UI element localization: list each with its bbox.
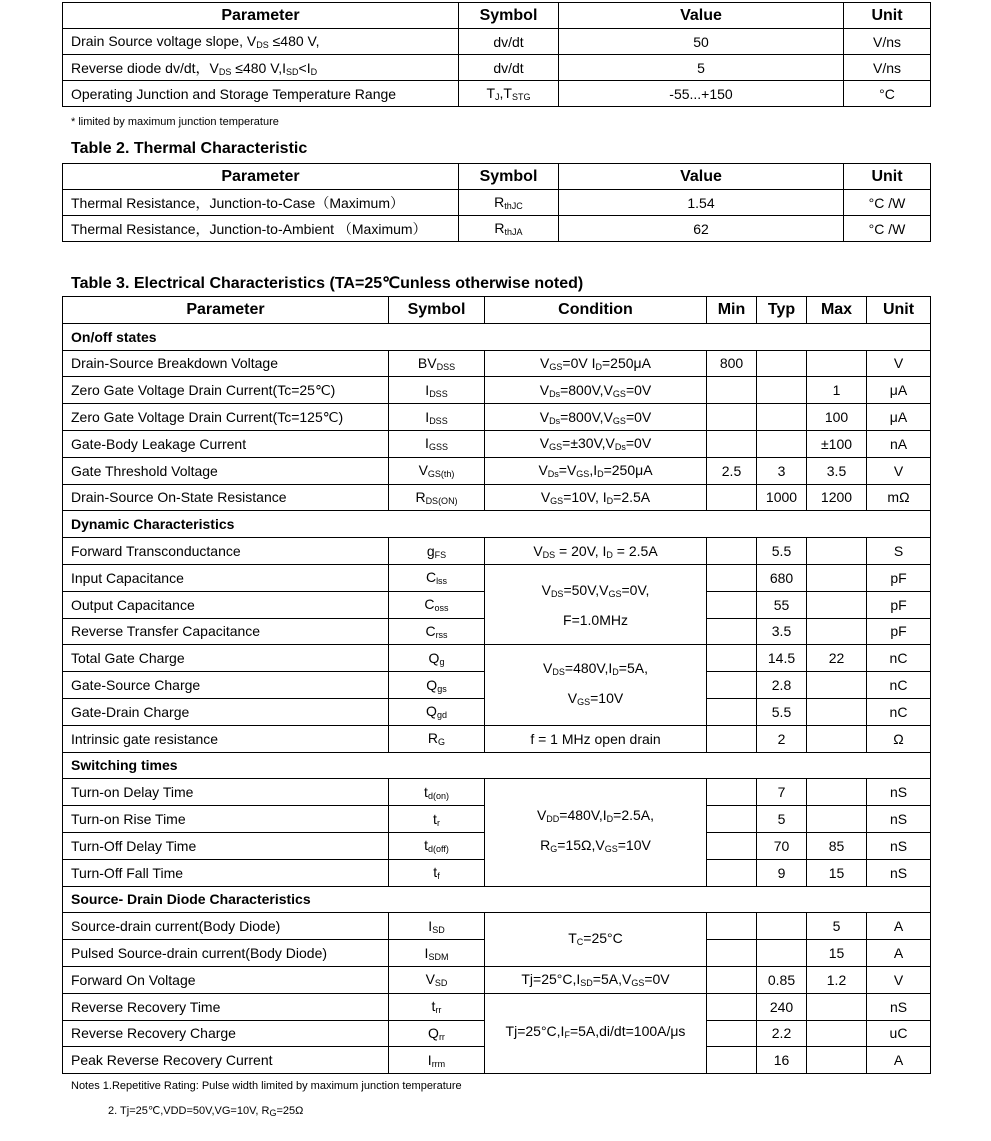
parameter-cell: Output Capacitance (63, 591, 389, 618)
unit-cell: pF (867, 564, 931, 591)
typ-cell: 70 (757, 832, 807, 859)
parameter-cell: Reverse diode dv/dt，$V_{DS} \le 480$ $V,I_{SD}<I_D$ (63, 55, 459, 81)
table-row (63, 779, 931, 806)
symbol-cell: $I_{SDM}$ (389, 940, 485, 967)
table-row (63, 190, 931, 216)
condition-cell: $V_{Ds}=800V,V_{GS}=0V$ (485, 404, 707, 431)
unit-cell: pF (867, 618, 931, 645)
value-cell: 5 (559, 55, 844, 81)
symbol-cell: $g_{FS}$ (389, 538, 485, 565)
unit-cell: nC (867, 672, 931, 699)
unit-cell: Ω (867, 725, 931, 752)
typ-cell: 9 (757, 859, 807, 886)
typ-cell: 680 (757, 564, 807, 591)
column-header: Parameter (63, 297, 389, 324)
unit-cell: °C (844, 81, 931, 107)
max-cell (807, 993, 867, 1020)
unit-cell: V (867, 457, 931, 484)
min-cell (707, 591, 757, 618)
parameter-cell: Turn-Off Delay Time (63, 832, 389, 859)
max-cell: 100 (807, 404, 867, 431)
typ-cell (757, 377, 807, 404)
parameter-cell: Peak Reverse Recovery Current (63, 1047, 389, 1074)
max-cell: 1.2 (807, 966, 867, 993)
max-cell (807, 806, 867, 833)
typ-cell: 2.2 (757, 1020, 807, 1047)
section-title: Switching times (63, 752, 931, 779)
max-cell: 3.5 (807, 457, 867, 484)
condition-cell: $V_{DS} = 20V$, $I_D = 2.5A$ (485, 538, 707, 565)
unit-cell: °C /W (844, 216, 931, 242)
unit-cell: A (867, 1047, 931, 1074)
max-cell (807, 779, 867, 806)
typ-cell: 3.5 (757, 618, 807, 645)
symbol-cell: $R_{thJC}$ (459, 190, 559, 216)
min-cell (707, 564, 757, 591)
column-header: Symbol (389, 297, 485, 324)
condition-cell: $V_{DD}=480V,I_D=2.5A$, $R_G=15\Omega,V_{GS}=10V$ (485, 779, 707, 886)
unit-cell: μA (867, 404, 931, 431)
min-cell (707, 859, 757, 886)
column-header: Max (807, 297, 867, 324)
symbol-cell: $R_{DS(ON)}$ (389, 484, 485, 511)
unit-cell: V/ns (844, 29, 931, 55)
parameter-cell: Operating Junction and Storage Temperature Range (63, 81, 459, 107)
value-cell: 1.54 (559, 190, 844, 216)
max-cell (807, 1020, 867, 1047)
parameter-cell: Total Gate Charge (63, 645, 389, 672)
column-header: Unit (867, 297, 931, 324)
typ-cell (757, 350, 807, 377)
typ-cell (757, 404, 807, 431)
condition-cell: f = 1 MHz open drain (485, 725, 707, 752)
symbol-cell: $t_{d(off)}$ (389, 832, 485, 859)
min-cell (707, 1020, 757, 1047)
column-header: Condition (485, 297, 707, 324)
section-row (63, 511, 931, 538)
column-header: Parameter (63, 3, 459, 29)
unit-cell: V (867, 350, 931, 377)
max-cell (807, 591, 867, 618)
symbol-cell: $C_{oss}$ (389, 591, 485, 618)
unit-cell: pF (867, 591, 931, 618)
min-cell (707, 618, 757, 645)
max-cell (807, 350, 867, 377)
table2-title: Table 2. Thermal Characteristic (71, 140, 308, 157)
column-header: Value (559, 164, 844, 190)
condition-cell: $V_{DS}=50V,V_{GS}=0V$, F=1.0MHz (485, 564, 707, 644)
min-cell (707, 1047, 757, 1074)
symbol-cell: $t_{d(on)}$ (389, 779, 485, 806)
max-cell: 22 (807, 645, 867, 672)
parameter-cell: Gate-Source Charge (63, 672, 389, 699)
symbol-cell: $R_{thJA}$ (459, 216, 559, 242)
typ-cell: 55 (757, 591, 807, 618)
unit-cell: nC (867, 698, 931, 725)
typ-cell: 240 (757, 993, 807, 1020)
parameter-cell: Zero Gate Voltage Drain Current(Tc=25℃) (63, 377, 389, 404)
table-row (63, 404, 931, 431)
symbol-cell: $Q_g$ (389, 645, 485, 672)
min-cell (707, 806, 757, 833)
max-cell (807, 698, 867, 725)
max-cell: 5 (807, 913, 867, 940)
min-cell (707, 377, 757, 404)
note-2: 2. Tj=25℃,VDD=50V,VG=10V, $R_G=25\Omega$ (108, 1105, 304, 1118)
parameter-cell: Zero Gate Voltage Drain Current(Tc=125℃) (63, 404, 389, 431)
typ-cell: 5.5 (757, 698, 807, 725)
symbol-cell: $R_G$ (389, 725, 485, 752)
typ-cell: 14.5 (757, 645, 807, 672)
min-cell (707, 645, 757, 672)
table-row (63, 350, 931, 377)
max-cell (807, 538, 867, 565)
parameter-cell: Gate-Body Leakage Current (63, 430, 389, 457)
column-header: Unit (844, 3, 931, 29)
symbol-cell: $C_{rss}$ (389, 618, 485, 645)
table-row (63, 913, 931, 940)
value-cell: 50 (559, 29, 844, 55)
column-header: Parameter (63, 164, 459, 190)
unit-cell: nS (867, 859, 931, 886)
section-title: Dynamic Characteristics (63, 511, 931, 538)
min-cell (707, 698, 757, 725)
table-row (63, 457, 931, 484)
max-cell (807, 725, 867, 752)
typ-cell (757, 940, 807, 967)
unit-cell: A (867, 913, 931, 940)
typ-cell: 2 (757, 725, 807, 752)
min-cell (707, 538, 757, 565)
min-cell (707, 672, 757, 699)
parameter-cell: Forward Transconductance (63, 538, 389, 565)
parameter-cell: Thermal Resistance，Junction-to-Case（Maximum） (63, 190, 459, 216)
table-row (63, 430, 931, 457)
column-header: Value (559, 3, 844, 29)
min-cell: 800 (707, 350, 757, 377)
note-1: Notes 1.Repetitive Rating: Pulse width limited by maximum junction temperature (71, 1080, 462, 1092)
condition-cell: $V_{GS}=10V$, $I_D=2.5A$ (485, 484, 707, 511)
min-cell (707, 779, 757, 806)
min-cell (707, 832, 757, 859)
table-row (63, 966, 931, 993)
electrical-table (62, 296, 931, 1074)
max-cell: 1 (807, 377, 867, 404)
min-cell (707, 725, 757, 752)
max-ratings-table (62, 2, 931, 107)
condition-cell: $V_{GS}=\pm 30V,V_{Ds}=0V$ (485, 430, 707, 457)
symbol-cell: $Q_{gs}$ (389, 672, 485, 699)
unit-cell: S (867, 538, 931, 565)
min-cell: 2.5 (707, 457, 757, 484)
symbol-cell: $t_{rr}$ (389, 993, 485, 1020)
unit-cell: nS (867, 779, 931, 806)
max-cell: ±100 (807, 430, 867, 457)
thermal-header-row (63, 164, 931, 190)
table-row (63, 538, 931, 565)
table-row (63, 564, 931, 591)
column-header: Symbol (459, 164, 559, 190)
typ-cell: 5 (757, 806, 807, 833)
min-cell (707, 940, 757, 967)
symbol-cell: $I_{GSS}$ (389, 430, 485, 457)
section-row (63, 323, 931, 350)
symbol-cell: $I_{DSS}$ (389, 377, 485, 404)
condition-cell: $V_{Ds}=800V,V_{GS}=0V$ (485, 377, 707, 404)
symbol-cell: $Q_{gd}$ (389, 698, 485, 725)
min-cell (707, 484, 757, 511)
section-row (63, 752, 931, 779)
typ-cell: 1000 (757, 484, 807, 511)
parameter-cell: Intrinsic gate resistance (63, 725, 389, 752)
typ-cell: 0.85 (757, 966, 807, 993)
unit-cell: nS (867, 832, 931, 859)
symbol-cell: $T_J,T_{STG}$ (459, 81, 559, 107)
table-row (63, 993, 931, 1020)
column-header: Min (707, 297, 757, 324)
min-cell (707, 966, 757, 993)
table-row (63, 81, 931, 107)
symbol-cell: $Q_{rr}$ (389, 1020, 485, 1047)
section-title: Source- Drain Diode Characteristics (63, 886, 931, 913)
symbol-cell: dv/dt (459, 29, 559, 55)
symbol-cell: $V_{SD}$ (389, 966, 485, 993)
symbol-cell: $t_f$ (389, 859, 485, 886)
condition-cell: $V_{GS}=0V$ $I_D=250\mu A$ (485, 350, 707, 377)
min-cell (707, 430, 757, 457)
value-cell: 62 (559, 216, 844, 242)
typ-cell: 5.5 (757, 538, 807, 565)
condition-cell: $V_{Ds}=V_{GS},I_D=250\mu A$ (485, 457, 707, 484)
max-cell: 15 (807, 859, 867, 886)
table-row (63, 29, 931, 55)
parameter-cell: Reverse Transfer Capacitance (63, 618, 389, 645)
section-title: On/off states (63, 323, 931, 350)
unit-cell: uC (867, 1020, 931, 1047)
parameter-cell: Source-drain current(Body Diode) (63, 913, 389, 940)
max-cell (807, 564, 867, 591)
ratings-header-row (63, 3, 931, 29)
parameter-cell: Gate Threshold Voltage (63, 457, 389, 484)
max-cell: 15 (807, 940, 867, 967)
unit-cell: A (867, 940, 931, 967)
symbol-cell: $I_{DSS}$ (389, 404, 485, 431)
symbol-cell: $I_{rrm}$ (389, 1047, 485, 1074)
unit-cell: V (867, 966, 931, 993)
unit-cell: μA (867, 377, 931, 404)
symbol-cell: $V_{GS(th)}$ (389, 457, 485, 484)
thermal-table (62, 163, 931, 242)
section-row (63, 886, 931, 913)
value-cell: -55...+150 (559, 81, 844, 107)
unit-cell: nS (867, 806, 931, 833)
condition-cell: $T_C=25^\circ C$ (485, 913, 707, 967)
parameter-cell: Turn-on Delay Time (63, 779, 389, 806)
table-row (63, 725, 931, 752)
symbol-cell: $BV_{DSS}$ (389, 350, 485, 377)
unit-cell: nS (867, 993, 931, 1020)
parameter-cell: Thermal Resistance，Junction-to-Ambient （Maximum） (63, 216, 459, 242)
max-cell (807, 672, 867, 699)
typ-cell (757, 913, 807, 940)
max-cell (807, 1047, 867, 1074)
typ-cell: 16 (757, 1047, 807, 1074)
max-cell: 85 (807, 832, 867, 859)
table3-title: Table 3. Electrical Characteristics (TA=25℃unless otherwise noted) (71, 275, 584, 292)
unit-cell: nA (867, 430, 931, 457)
column-header: Unit (844, 164, 931, 190)
parameter-cell: Forward On Voltage (63, 966, 389, 993)
table-row (63, 645, 931, 672)
table-row (63, 216, 931, 242)
parameter-cell: Gate-Drain Charge (63, 698, 389, 725)
column-header: Symbol (459, 3, 559, 29)
condition-cell: $V_{DS}=480V,I_D=5A$, $V_{GS}=10V$ (485, 645, 707, 725)
parameter-cell: Turn-Off Fall Time (63, 859, 389, 886)
symbol-cell: $C_{lss}$ (389, 564, 485, 591)
unit-cell: V/ns (844, 55, 931, 81)
typ-cell: 7 (757, 779, 807, 806)
parameter-cell: Pulsed Source-drain current(Body Diode) (63, 940, 389, 967)
parameter-cell: Turn-on Rise Time (63, 806, 389, 833)
max-cell: 1200 (807, 484, 867, 511)
parameter-cell: Drain-Source On-State Resistance (63, 484, 389, 511)
table-row (63, 55, 931, 81)
symbol-cell: $t_r$ (389, 806, 485, 833)
max-cell (807, 618, 867, 645)
min-cell (707, 913, 757, 940)
symbol-cell: dv/dt (459, 55, 559, 81)
table-row (63, 377, 931, 404)
min-cell (707, 404, 757, 431)
parameter-cell: Drain Source voltage slope, $V_{DS} \le 480$ V, (63, 29, 459, 55)
unit-cell: °C /W (844, 190, 931, 216)
parameter-cell: Drain-Source Breakdown Voltage (63, 350, 389, 377)
typ-cell (757, 430, 807, 457)
parameter-cell: Reverse Recovery Time (63, 993, 389, 1020)
table-row (63, 484, 931, 511)
condition-cell: $Tj=25^\circ C,I_{SD}=5A,V_{GS}=0V$ (485, 966, 707, 993)
column-header: Typ (757, 297, 807, 324)
condition-cell: $Tj=25^\circ C,I_F=5A,di/dt=100A/\mu s$ (485, 993, 707, 1073)
electrical-header-row (63, 297, 931, 324)
min-cell (707, 993, 757, 1020)
parameter-cell: Reverse Recovery Charge (63, 1020, 389, 1047)
parameter-cell: Input Capacitance (63, 564, 389, 591)
typ-cell: 3 (757, 457, 807, 484)
typ-cell: 2.8 (757, 672, 807, 699)
unit-cell: mΩ (867, 484, 931, 511)
symbol-cell: $I_{SD}$ (389, 913, 485, 940)
limit-note: * limited by maximum junction temperature (71, 116, 279, 128)
unit-cell: nC (867, 645, 931, 672)
